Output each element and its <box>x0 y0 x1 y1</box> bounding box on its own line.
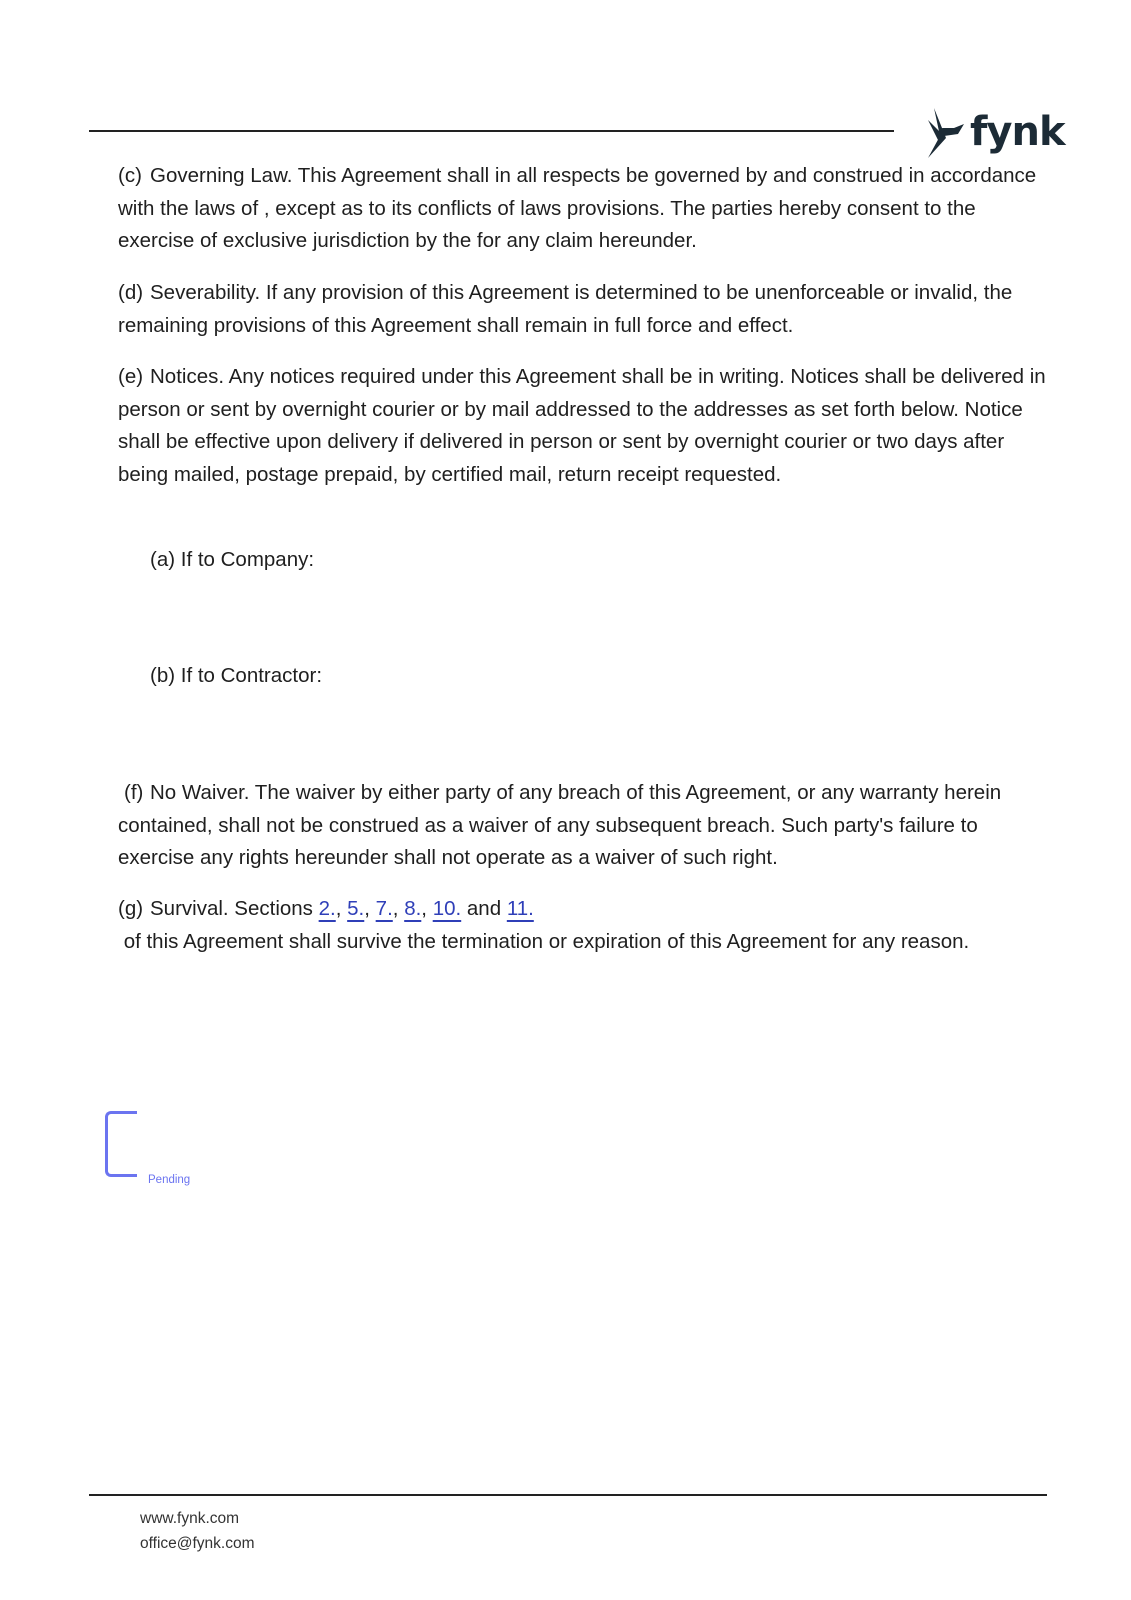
header-divider <box>89 130 894 132</box>
clause-label: (g) <box>118 897 144 920</box>
brand-name: fynk <box>970 109 1065 155</box>
clause-text: No Waiver. The waiver by either party of any breach of this Agreement, or any warranty herein contained, shall not be construed as a waiver of any subsequent breach. Such party's failure to exercise any rights hereunder shall not operate as a waiver of such right. <box>118 781 1002 869</box>
section-link-10[interactable]: 10. <box>432 897 462 920</box>
clause-label: (f) <box>124 781 144 804</box>
clause-text-suffix: of this Agreement shall survive the termination or expiration of this Agreement for any reason. <box>118 929 970 953</box>
section-link-8[interactable]: 8. <box>404 897 422 920</box>
section-link-5[interactable]: 5. <box>347 897 365 920</box>
clause-label: (c) <box>118 164 142 187</box>
signature-status: Pending <box>148 1174 191 1186</box>
clause-survival: (g) Survival. Sections 2., 5., 7., 8., 10. and 11. of this Agreement shall survive the termination or expiration of this Agreement for any reason. <box>118 893 1048 958</box>
notice-contractor: (b) If to Contractor: <box>150 664 323 687</box>
clause-text: Severability. If any provision of this Agreement is determined to be unenforceable or invalid, the remaining provisions of this Agreement shall remain in full force and effect. <box>118 281 1013 337</box>
brand-logo <box>920 105 1065 159</box>
clause-governing-law <box>118 160 1048 258</box>
clause-text: Governing Law. This Agreement shall in all respects be governed by and construed in accordance with the laws of , except as to its conflicts of laws provisions. The parties hereby consent to the exercise of exclusive jurisdiction by the for any claim hereunder. <box>118 164 1037 252</box>
signature-field[interactable] <box>105 1111 137 1177</box>
section-link-2[interactable]: 2. <box>318 897 336 920</box>
clause-text: Notices. Any notices required under this Agreement shall be in writing. Notices shall be delivered in person or sent by overnight courier or by mail addressed to the addresses as set forth below. Notice shall be effective upon delivery if delivered in person or sent by overnight courier or two days after being mailed, postage prepaid, by certified mail, return receipt requested. <box>118 365 1046 486</box>
clause-severability <box>118 277 1048 342</box>
footer-website: www.fynk.com <box>140 1510 240 1527</box>
fynk-bird-icon <box>920 106 966 158</box>
clause-notices <box>118 361 1048 491</box>
section-link-7[interactable]: 7. <box>375 897 393 920</box>
notice-company: (a) If to Company: <box>150 548 315 571</box>
section-link-11[interactable]: 11. <box>506 897 534 920</box>
clause-label: (e) <box>118 365 144 388</box>
clause-text-prefix: Survival. Sections <box>150 897 313 920</box>
footer-email: office@fynk.com <box>140 1535 255 1552</box>
clause-no-waiver <box>118 777 1048 875</box>
clause-label: (d) <box>118 281 144 304</box>
footer-divider <box>89 1494 1047 1496</box>
